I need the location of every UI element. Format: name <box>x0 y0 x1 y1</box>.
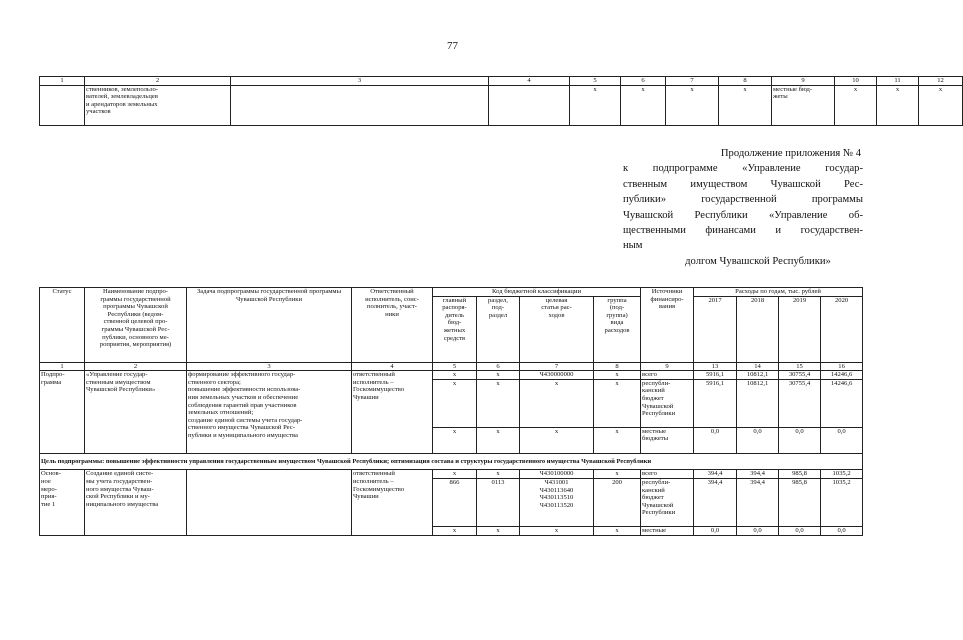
appendix-line: публики» государственной программы <box>623 194 863 206</box>
appendix-line: ственным имуществом Чувашской Рес- <box>623 178 863 190</box>
appendix-line: долгом Чувашской Республики» <box>685 255 831 267</box>
top-header-row <box>40 77 963 86</box>
row-name: ственников, землепользо- вателей, землевладельцев и арендаторов земельных участков <box>85 85 231 125</box>
subprogram-status: Подпро- грамма <box>40 371 85 454</box>
header-target: целевая статья рас- ходов <box>520 296 594 362</box>
header-year: 2020 <box>821 296 863 362</box>
col-num: 11 <box>877 77 919 86</box>
header-chief: главный распоря- дитель бюд- жетных средств <box>433 296 477 362</box>
col-num: 1 <box>40 77 85 86</box>
table-row: Основ- ное меро- прия- тие 1 Создание единой систе- мы учета государствен- ного имущества Чуваш- ской Республики и му- ниципального имущества ответственный исполнитель – Госкомимущество Чувашии x x Ч430100000 x всего 394,4 394,4 985,8 1035,2 <box>40 470 863 479</box>
header-year: 2018 <box>737 296 779 362</box>
header-row <box>40 288 863 297</box>
col-num: 12 <box>919 77 963 86</box>
goal-row <box>40 453 863 470</box>
col-num: 6 <box>621 77 666 86</box>
appendix-line: Чувашской Республики «Управление об- <box>623 209 863 221</box>
subprogram-name: «Управление государ- ственным имуществом Чувашской Республики» <box>85 371 187 454</box>
source-cell: республи- канский бюджет Чувашской Республики <box>641 478 694 526</box>
table-row: x x x x местные бюджеты 0,0 0,0 0,0 0,0 <box>40 427 863 453</box>
col-num: 8 <box>719 77 772 86</box>
header-status: Статус <box>40 288 85 363</box>
page-number: 77 <box>447 40 458 52</box>
source-cell: местные бюджеты <box>641 427 694 453</box>
header-responsible: Ответственный исполнитель, соис- полнитель, участ- ники <box>352 288 433 363</box>
header-section: раздел, под- раздел <box>477 296 520 362</box>
subprogram-responsible: ответственный исполнитель – Госкомимущество Чувашии <box>352 371 433 454</box>
col-num: 5 <box>570 77 621 86</box>
header-group: группа (под- группа) вида расходов <box>594 296 641 362</box>
header-year: 2017 <box>694 296 737 362</box>
subprogram-task: формирование эффективного государ- ственного сектора; повышение эффективности использова- ния земельных участков и обеспечение соблюдения гарантий прав участников земельных отношений; создание единой системы учета государ- ственного имущества Чувашской Рес- публики и муниципального имущества <box>187 371 352 454</box>
measure-name: Создание единой систе- мы учета государствен- ного имущества Чуваш- ской Республики и му- ниципального имущества <box>85 470 187 535</box>
appendix-line: щественными финансами и государствен- <box>623 225 863 237</box>
table-row: x x x x местные 0,0 0,0 0,0 0,0 <box>40 526 863 535</box>
table-row: x x x x республи- канский бюджет Чувашской Республики 5916,1 10812,1 30755,4 14246,6 <box>40 379 863 427</box>
top-continuation-table <box>39 76 963 126</box>
col-num: 2 <box>85 77 231 86</box>
appendix-line: ным <box>623 240 643 252</box>
header-budget-code: Код бюджетной классификации <box>433 288 641 297</box>
col-num: 10 <box>835 77 877 86</box>
col-num: 7 <box>666 77 719 86</box>
table-row: Подпро- грамма «Управление государ- ственным имуществом Чувашской Республики» формирование эффективного государ- ственного сектора; повышение эффективности использова- ния земельных участков и обеспечение соблюдения гарантий прав участников земельных отношений; создание единой системы учета государ- ственного имущества Чувашской Рес- публики и муниципального имущества ответственный исполнитель – Госкомимущество Чувашии x x Ч430000000 x всего 5916,1 10812,1 30755,4 14246,6 <box>40 371 863 380</box>
col-num: 3 <box>231 77 489 86</box>
measure-status: Основ- ное меро- прия- тие 1 <box>40 470 85 535</box>
header-task: Задача подпрограммы государственной программы Чувашской Республики <box>187 288 352 363</box>
target-codes: Ч431001 Ч430113640 Ч430113510 Ч430113520 <box>520 478 594 526</box>
subprogram-goal: Цель подпрограммы: повышение эффективности управления государственным имуществом Чувашской Республики; оптимизация состава и структуры государственного имущества Чувашской Республики <box>40 453 863 470</box>
main-table <box>39 287 863 536</box>
appendix-line: к подпрограмме «Управление государ- <box>623 163 863 175</box>
col-num: 4 <box>489 77 570 86</box>
header-sources: Источники финансиро- вания <box>641 288 694 363</box>
appendix-line: Продолжение приложения № 4 <box>720 148 861 159</box>
column-number-row: 1 2 3 4 5 6 7 8 9 13 14 15 16 <box>40 362 863 371</box>
top-data-row: ственников, землепользо- вателей, землевладельцев и арендаторов земельных участков x x x x местные бюд- жеты x x x <box>40 85 963 125</box>
header-name: Наименование подпро- граммы государственной программы Чувашской Республики (ведом- ственной целевой про- граммы Чувашской Рес- публики, основного ме- роприятия, мероприятия) <box>85 288 187 363</box>
row-source: местные бюд- жеты <box>772 85 835 125</box>
table-row: 866 0113 Ч431001 Ч430113640 Ч430113510 Ч430113520 200 республи- канский бюджет Чувашской Республики 394,4 394,4 985,8 1035,2 <box>40 478 863 526</box>
source-cell: республи- канский бюджет Чувашской Республики <box>641 379 694 427</box>
header-expenses: Расходы по годам, тыс. рублей <box>694 288 863 297</box>
measure-responsible: ответственный исполнитель – Госкомимущество Чувашии <box>352 470 433 535</box>
header-year: 2019 <box>779 296 821 362</box>
col-num: 9 <box>772 77 835 86</box>
appendix-heading <box>623 146 863 269</box>
